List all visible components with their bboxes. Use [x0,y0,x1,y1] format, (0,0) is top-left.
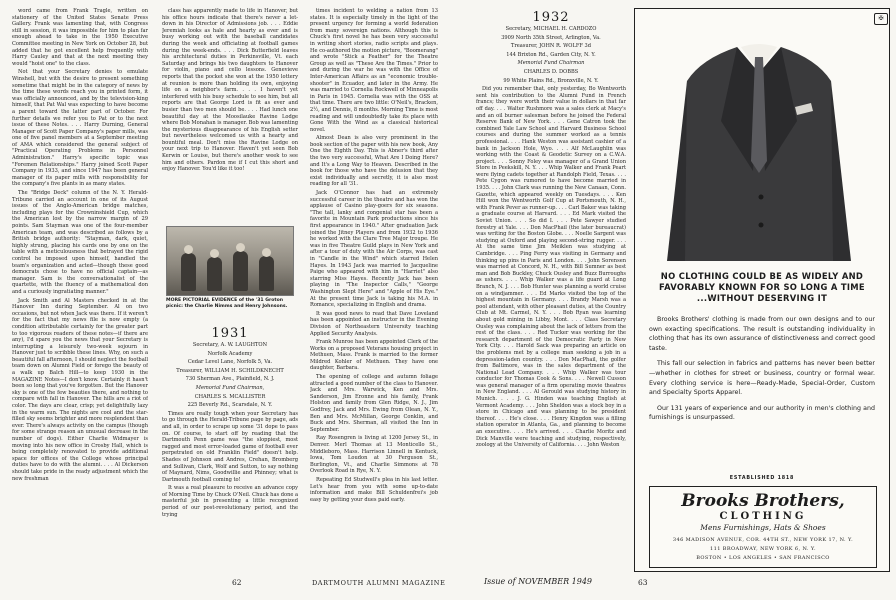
class-1931-chairman-name: CHARLES S. MCALLISTER [194,393,266,400]
store-address-3: BOSTON • LOS ANGELES • SAN FRANCISCO [696,555,830,561]
column-3 [310,8,438,574]
class-1931-year: 1931 [211,326,249,341]
class-1932-chairman-addr: 99 White Plains Rd., Bronxville, N. Y. [503,77,599,84]
store-address-1: 346 MADISON AVENUE, COR. 44TH ST., NEW YORK 17, N. Y. [672,537,854,543]
page-number-right: 63 [638,578,648,587]
jacket-button [759,195,764,200]
article-paragraph: It was a real pleasure to receive an advance copy of Morning Time by Chuck O'Neil. Chuck has done a masterful job in presenting a little recognized period of our post-revolutionary period, and the trying [162,485,298,518]
brooks-brothers-advertisement [634,8,890,572]
ad-headline [643,271,881,304]
ad-paragraph-1: Brooks Brothers' clothing is made from our own designs and to our own exacting specifications. The result is outstanding individuality in clothing that has its own assurance of distinctiveness and correct good taste. [649,316,875,352]
photo-head [210,249,219,258]
class-1931-secretary-addr2: Cedar Level Lane, Norfolk 5, Va. [187,359,273,366]
store-address-2: 111 BROADWAY, NEW YORK 6, N. Y. [710,546,816,552]
jacket-button [759,223,764,228]
column-1 [12,8,148,574]
class-1931-chairman: Memorial Fund Chairman, [195,384,265,391]
article-paragraph: The "Bridge Deck" column of the N. Y. Herald-Tribune carried an account in one of its August issues of the Anglo-American bridge matches, including plays for the Crowninshield Cup, which the American lost by the narrow margin of 29 points. Sam Stayman was one of the four-member American team, and was described as follows by a British bridge authority: "Stayman, dark, quiet, highly strung, placing his cards one by one on the table with a meticulousness that betrayed the rigid control he imposed upon himself, handled the team's organization and acted—though these good democrats chose to have no official captain—as manager. Sam is the conversationalist of the quartette, with the fluency of a mathematical don and a curiously ingratiating manner." [12,190,148,295]
brand-name: Brooks Brothers, [681,491,845,511]
article-paragraph: Did you remember that, only yesterday, Bo Wentworth sent his contribution to the Alumni Fund in French francs; they were worth their value in dollars in that far off day. . . . Walter Rushmore was a sales clerk at Macy's and an oil burner salesman before he joined the Federal Reserve Bank of New York. . . . Gene Catron took the combined Yale Law School and Harvard Business School courses and during the summer worked as a tennis professional. . . . Hank Weston was assistant cashier of a bank in Jackson Hole, Wyo. . . . Alf McLaughlin was working with the Coast & Geodetic Survey on a C.W.A. project. . . . Sonny Foley was manager of a Grand Union Store in Peekskill, N. Y. . . . Whip Walker and Frank Peart were flying cadets together at Randolph Field, Texas. . . . Pete Cygon was rumored to have become married in 1935. . . . John Clark was running the New Canaan, Conn. Gazette, which appeared weekly on Tuesdays. . . . Ken Hill won the Wentworth Golf Cup at Portsmouth, N. H., with Frank Pever as runner-up. . . . Carl Baker was taking a graduate course at Harvard. . . . Ed Mark visited the Soviet Union. . . . So did I. . . . Pete Sawyer studied forestry at Yale. . . . Don MacPhail (the later bureaucrat) was writing for the Boston Globe. . . . Noelle Sargent was studying at Oxford and playing second-string rugger. . . . At the same time Jim Meiklen was studying at Cambridge. . . . Ping Ferry was visiting in Germany and thinking up pins in Paris and London. . . . John Sorensen was married at Concord, N. H., with Bill Sumner as best man and Bob Buckley, Chuck Ousley and Buzz Burroughs as ushers. . . . Whip Walker was a life guard at Long Branch, N. J. . . . Bob Hunter was planning a world cruise on a windjammer. . . . Ed Marks visited the top of the highest mountain in Germany. . . . Brandy Marsh was a pool attendant, with other pleasant duties, at the Country Club at Mt. Carmel, N. Y. . . . Bob Ryan was learning about gold mining in Libby, Mont. . . . Class Secretary Ousley was complaining about the lack of letters from the rest of the class. . . . Red Tucker was working for the research department of the Democratic Party in New York City. . . . Harold Sack was preparing an article on the problems met by a college man seeking a job in a depression-laden country. . . . Don MacPhail, the golfer from Baltimore, was in the sales department of the National Lead Company. . . . Whip Walker was tour conductor for Thomas Cook & Sons. . . . Newell Cusson was general manager of a firm operating movie theatres in New England. . . . Al Gerould was studying history in Munich. . . . J. G. Hinden was teaching English at Vermont Academy. . . . John Sheldon was a stock boy in a store in Chicago and was planning to be president thereof. . . . He's close. . . . Henry Kingdon was a filling station operator in Atlanta, Ga., and planning to become an executive. . . . He's arrived. . . . Charlie Moritz and Dick Manville were teaching and studying, respectively, zoology at the University of California. . . . John Weston [476,86,626,449]
photo-figure [233,251,248,291]
brand-clothing: CLOTHING [719,511,807,522]
article-paragraph: times incident to welding a nation from 13 states. It is especially timely in the light of the present urgency for forming a world federation from many sovereign nations. Although this is Chuck's first novel he has been very successful in writing short stories, radio scripts and plays. He co-authored the motion picture, "Boomerang" and wrote "Stick a Feather" for the Theatre Group as well as "These Are the Times." Prior to and during the war he was with the Office of Inter-American Affairs as an "economic trouble-shooter" in Ecuador, and later in the Army. He was married to Cornelia Rockwell of Minneapolis in Paris in 1945. Cornelia was with the OSS at that time. There are two little: O'Neil's, Bracken, 2½, and Dennis, 8 months. Morning Time is most reading and will undoubtedly take its place with Gone With the Wind as a classical historical novel. [310,8,438,133]
article-paragraph: Not that your Secretary denies to emulate Winshell, but with the desire to present something sometime that might be in the category of news by the time these words reach you in printed form, it was officially announced, and by the television-king himself, that Pat Wal was expecting to have become a parent toward the latter part of October. For further details we refer you to Pat or to the next issue of these Notes. . . . Harry Durning, General Manager of Scott Paper Company's paper mills, was one of five panel members at a September meeting of AMA which considered the general subject of "Practical Operating Problems in Personnel Administration." Harry's specific topic was "Foremen Relationships." Harry joined Scott Paper Company in 1933, and since 1947 has been general manager of its paper mills with responsibility for the company's five plants in as many states. [12,69,148,188]
article-paragraph: Almost Dean is also very prominent in the book section of the paper with his new book, Any One the Eighth Day. This is Abner's third after the two very successful, What Are I Doing Here? and It's a Long Way to Heaven. Described in the book for those who have the delusion that they exist individually and secretly, it is also most reading for all '31. [310,135,438,188]
article-paragraph: It was good news to read that Dave Loveland has been appointed an instructor in the Evening Division of Northeastern University teaching Applied Security Analysis. [310,310,438,337]
issue-line: Issue of NOVEMBER 1949 [484,577,592,586]
photo-caption: MORE PICTORIAL EVIDENCE of the '31 Groton picnic: the Charlie Nimms and Henry Johnsons. [166,298,288,309]
article-paragraph: The opening of college and autumn foliage attracted a good number of the class to Hanover. Jack and Mrs. Warwick, Ken and Mrs. Sanderson, Jim Eronne and his family, Frank Holston and family from Glen Ridge, N. J., Jim Godfrey, Jack and Mrs. Ewing from Olean, N. Y., Ben and Mrs. McMillan, George Conklin, and Buck and Mrs. Sherman, all visited the Inn in September. [310,374,438,433]
column-4 [476,8,626,574]
article-paragraph: word came from Frank Tragle, written on stationery of the United States Senate Press Gallery. Frank was lamenting that, with Congress still in session, it was impossible for him to plan far enough ahead to take in the 1950 Executive Committee meeting in New York on October 28, but added that he got excellent help frequently with Harry Cauley and that at the next meeting they would "hoist one" to the class. [12,8,148,67]
class-1931-chairman-addr: 225 Beverly Rd., Scarsdale, N. Y. [187,402,273,409]
ad-paragraph-2: This fall our selection in fabrics and patterns has never been better—whether in clothes for street or business, country or formal wear. Every clothing service is here—Ready-Made, Special-Order, Custom and Specialty Sports Apparel. [649,360,875,397]
article-paragraph: Jack Smith and Al Masters checked in at the Hanover Inn during September. Al on two occasions, but not when Jack was there. If it weren't for the fact that my news file is now empty (a condition attributable certainly for the greater part to too vigorous readers of these notes—if there are any), I'd spare you the news that your Secretary is interrupting a leisurely two-week sojourn in Hanover just to scribble these lines. Why, on such a beautiful fall afternoon, I should neglect the football team down on Alumni Field or forego the beauty of a walk up Balch Hill—to keep 1930 in the MAGAZINE Notes—I don't know. Certainly it hasn't been so long that you've forgotten. But the Hanover sky is one of the few beauties there, and nothing to compare with fall in Hanover. The hills are a riot of color. The days are clear, crisp; yet delightfully lazy in the warm sun. The nights are cool and the star-filled sky seems brighter and more resplendent than ever. There's always activity on the campus (though for some strange reason an unusual decrease in the number of dogs). Either Charlie Widmayer is moving into his new office in Crosby Hall, which is being completely renovated to provide additional space for offices of the College whose principal duties have to do with the alumni. . . . Al Dickerson should take pride in the ready adjustment which the new freshman [12,297,148,482]
class-1932-secretary-addr: 3909 North 35th Street, Arlington, Va. [501,34,601,41]
article-paragraph: Ray Rosengren is living at 1200 Jersey St., in Denver. Merl Thomas at 13 Monticello St., Middleboro, Mass. Harrison Linnell in Kentuck, Iowa, Tom Loudon at 30 Ferguson St., Burlington, Vt., and Charlie Simmons at 78 Overlook Road in Rye, N. Y. [310,435,438,475]
class-1932-year: 1932 [532,10,570,25]
column-2-bottom [162,411,298,519]
ad-headline-line-2: FAVORABLY KNOWN FOR SO LONG A TIME [659,282,865,292]
class-1932-chairman: Memorial Fund Chairman [517,60,585,67]
ad-headline-line-1: NO CLOTHING COULD BE AS WIDELY AND [660,271,864,281]
article-paragraph: Repeating Ed Studwell's plea in his last letter. Let's hear from you with some up-to-date information and make Bill Schuldenfrei's job easy by getting your dues paid early. [310,476,438,503]
established-label: ESTABLISHED 1818 [729,476,795,481]
class-1932-treasurer-addr: 144 Brixton Rd., Garden City, N. Y. [506,51,596,58]
photo-head [262,248,271,257]
ad-headline-line-3: ...WITHOUT DESERVING IT [696,293,828,303]
photo-head [236,243,245,252]
class-1931-treasurer-addr: 730 Sherman Ave., Plainfield, N. J. [185,376,275,383]
column-2-top [162,8,298,224]
class-1931-secretary: Secretary, A. W. LAUGHTON [192,342,268,348]
class-1931-treasurer: Treasurer, WILLIAM H. SCHILDKNECHT [176,367,284,374]
article-paragraph: Jack O'Connor has had an extremely successful career in the theatre and has won the applause of Casino play-goers for six seasons. "The tall, lanky and congenial star has been a favorite in Mountain Park productions since his first appearance in 1940." After graduation Jack joined the Jitney Players and from 1932 to 1936 he worked with the Clare Tree Major troupe. He was in five Theatre Guild plays in New York and after a tour of duty with the Air Corps, was cast in "Candle in the Wind" which starred Helen Hayes. In 1943 Jack was married to Jacqueline Paige who appeared with him in "Harriet" also starring Miss Hayes. Recently Jack has been playing in "The Inspector Calls," "George Washington Slept Here" and "Apple of His Eye." At the present time Jack is taking his M.A. in Romance, specializing in English and drama. [310,190,438,309]
brand-furnishings: Mens Furnishings, Hats & Shoes [700,523,826,532]
suit-left-sleeve [667,81,687,261]
class-photo [166,226,294,296]
class-1932-chairman-name: CHARLES D. DOBBS [523,68,579,75]
suit-illustration [661,11,857,261]
brand-logo [649,486,877,568]
ad-body [649,315,875,429]
photo-figure [259,256,274,291]
brand-crest-icon: ✠ [874,13,888,25]
photo-figure [207,257,222,291]
suit-right-sleeve [831,81,851,261]
class-1932-secretary: Secretary, MICHAEL H. CARDOZO [505,26,597,32]
page-number-left: 62 [232,578,242,587]
class-1932-treasurer: Treasurer, JOHN R. WOLFF 3d [510,43,592,50]
running-head: DARTMOUTH ALUMNI MAGAZINE [312,579,446,587]
article-paragraph: Frank Munroe has been appointed Clerk of the Works on a proposed Veterans housing project in Methuen, Mass. Frank is married to the former Mildred Kohler of Methuen. They have one daughter, Barbara. [310,339,438,372]
column-4-body [476,86,626,449]
article-paragraph: class has apparently made to life in Hanover, but his office hours indicate that there's never a let-down in his Director of Admissions job. . . . Eddie Jeremiah looks as hale and hearty as ever and is busy working out with the baseball candidates during the week and officiating at football games during the week-ends. . . . Dick Butterfield leaves his architectural duties in Perkinsville, Vt. each Saturday and brings his two daughters to Hanover for violin, piano and cello lessons. Genevieve reports that the pocket she won at the 1950 lottery at reunion is more than holding its own, enjoying life on a neighbor's farm. . . . I haven't yet interfered with his busy schedule to see him, but all reports are that George Lord is fit as ever and busier than two men should be. . . . Had lunch one beautiful day at the Moosilauke Ravine Lodge where Bob Monahan is manager. Bob was lamenting the mysterious disappearance of his English setter but nevertheless welcomed us with a hearty and bountiful meal. Don't miss the Ravine Lodge on your next trip to Hanover. Haven't yet seen Bob Kerwin or Louise, but there's another week to see him and others. Pardon me if I cut this short and enjoy Hanover. You'd like it too! [162,8,298,173]
photo-figure [181,253,196,291]
class-1931-secretary-addr1: Norfolk Academy [207,350,253,357]
article-paragraph: Times are really tough when your Secretary has to go through the Herald-Tribune page by page, ads and all, in order to scrape up some '31 dope to pass on. Of course, to start off by reading that the Dartmouth Penn game was "the sloppiest, most ragged and most error-loaded game of football ever perpetrated on old Franklin Field" doesn't help. Shades of Johnson and Andres, Crehan, Bromberg and Sullivan, Clark, Wolf and Sutton, to say nothing of Maynard, Nims, Goodwillie and Phinney; what is Dartmouth football coming to! [162,410,298,483]
ad-paragraph-3: Our 131 years of experience and our authority in men's clothing and furnishings is unsurpassed. [649,404,875,422]
photo-head [184,245,193,254]
